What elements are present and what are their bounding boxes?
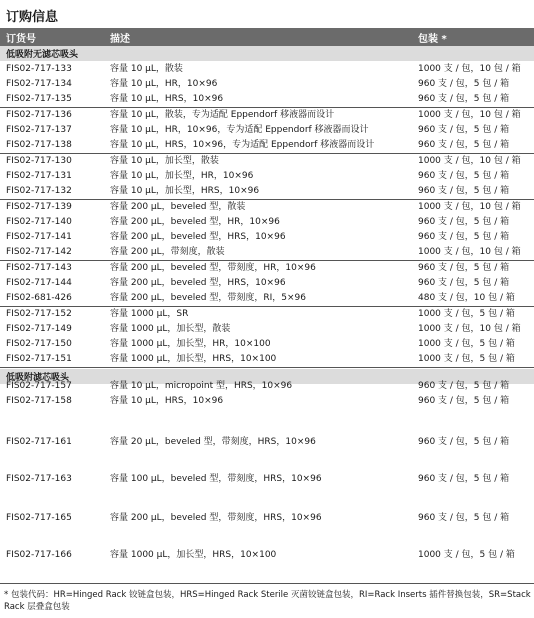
packaging: 960 支 / 包，5 包 / 箱 <box>418 217 510 227</box>
table-row <box>0 261 534 275</box>
packaging: 960 支 / 包，5 包 / 箱 <box>418 94 510 104</box>
description: 容量 10 µL，散装 <box>110 64 183 74</box>
order-number: FIS02-681-426 <box>6 293 72 303</box>
packaging: 1000 支 / 包，10 包 / 箱 <box>418 247 521 257</box>
packaging: 1000 支 / 包，5 包 / 箱 <box>418 309 515 319</box>
packaging: 1000 支 / 包，10 包 / 箱 <box>418 324 521 334</box>
description: 容量 10 µL，HR，10×96 <box>110 79 218 89</box>
packaging: 960 支 / 包，5 包 / 箱 <box>418 396 510 406</box>
order-number: FIS02-717-144 <box>6 278 72 288</box>
order-number: FIS02-717-138 <box>6 140 72 150</box>
order-number: FIS02-717-139 <box>6 202 72 212</box>
description: 容量 10 µL，HRS，10×96，专为适配 Eppendorf 移液器而设计 <box>110 140 375 150</box>
order-number: FIS02-717-161 <box>6 437 72 447</box>
table-row <box>0 169 534 183</box>
order-number: FIS02-717-136 <box>6 110 72 120</box>
description: 容量 10 µL，HRS，10×96 <box>110 94 224 104</box>
order-number: FIS02-717-166 <box>6 550 72 560</box>
packaging: 960 支 / 包，5 包 / 箱 <box>418 513 510 523</box>
table-row <box>0 352 534 366</box>
header-order-no: 订货号 <box>6 34 36 45</box>
packaging: 1000 支 / 包，5 包 / 箱 <box>418 550 515 560</box>
table-row <box>0 123 534 137</box>
packaging: 480 支 / 包，10 包 / 箱 <box>418 293 515 303</box>
table-row <box>0 548 534 562</box>
order-number: FIS02-717-143 <box>6 263 72 273</box>
table-row <box>0 307 534 321</box>
order-number: FIS02-717-150 <box>6 339 72 349</box>
order-number: FIS02-717-142 <box>6 247 72 257</box>
table-header <box>0 28 534 46</box>
packaging: 960 支 / 包，5 包 / 箱 <box>418 263 510 273</box>
table-row <box>0 276 534 290</box>
description: 容量 200 µL，beveled 型，HR，10×96 <box>110 217 280 227</box>
description: 容量 100 µL，beveled 型，带刻度，HRS，10×96 <box>110 474 322 484</box>
packaging: 1000 支 / 包，10 包 / 箱 <box>418 202 521 212</box>
table-row <box>0 77 534 91</box>
page-title: 订购信息 <box>6 10 59 25</box>
order-number: FIS02-717-141 <box>6 232 72 242</box>
table-row <box>0 138 534 152</box>
packaging: 1000 支 / 包，10 包 / 箱 <box>418 110 521 120</box>
footnote: * 包装代码：HR=Hinged Rack 铰链盒包装，HRS=Hinged Rack Sterile 灭菌铰链盒包装，RI=Rack Inserts 插件替换包装，SR=Stack Rack 层叠盒包装 <box>4 590 531 612</box>
header-description: 描述 <box>110 34 130 45</box>
table-row <box>0 322 534 336</box>
packaging: 1000 支 / 包，10 包 / 箱 <box>418 64 521 74</box>
table-row <box>0 337 534 351</box>
packaging: 1000 支 / 包，5 包 / 箱 <box>418 339 515 349</box>
section-label: 低吸附无滤芯吸头 <box>6 50 79 60</box>
table-row <box>0 154 534 168</box>
description: 容量 200 µL，beveled 型，带刻度，RI，5×96 <box>110 293 306 303</box>
table-bottom-rule <box>0 583 534 584</box>
description: 容量 1000 µL，加长型，散装 <box>110 324 231 334</box>
table-row <box>0 230 534 244</box>
description: 容量 10 µL，加长型，HR，10×96 <box>110 171 254 181</box>
description: 容量 10 µL，加长型，散装 <box>110 156 219 166</box>
order-number: FIS02-717-131 <box>6 171 72 181</box>
description: 容量 200 µL，beveled 型，散装 <box>110 202 246 212</box>
table-row <box>0 215 534 229</box>
order-number: FIS02-717-163 <box>6 474 72 484</box>
order-number: FIS02-717-137 <box>6 125 72 135</box>
description: 容量 10 µL，加长型，HRS，10×96 <box>110 186 260 196</box>
description: 容量 1000 µL，加长型，HR，10×100 <box>110 339 271 349</box>
table-row <box>0 511 534 525</box>
order-number: FIS02-717-158 <box>6 396 72 406</box>
description: 容量 200 µL，beveled 型，HRS，10×96 <box>110 232 286 242</box>
table-row <box>0 435 534 449</box>
table-row <box>0 184 534 198</box>
order-number: FIS02-717-133 <box>6 64 72 74</box>
table-row <box>0 291 534 305</box>
description: 容量 20 µL，beveled 型，带刻度，HRS，10×96 <box>110 437 316 447</box>
packaging: 960 支 / 包，5 包 / 箱 <box>418 474 510 484</box>
description: 容量 10 µL，散装，专为适配 Eppendorf 移液器而设计 <box>110 110 335 120</box>
description: 容量 10 µL，HRS，10×96 <box>110 396 224 406</box>
table-row <box>0 108 534 122</box>
table-row <box>0 62 534 76</box>
order-number: FIS02-717-140 <box>6 217 72 227</box>
packaging: 960 支 / 包，5 包 / 箱 <box>418 381 510 391</box>
description: 容量 1000 µL，加长型，HRS，10×100 <box>110 550 277 560</box>
packaging: 960 支 / 包，5 包 / 箱 <box>418 140 510 150</box>
order-number: FIS02-717-135 <box>6 94 72 104</box>
packaging: 960 支 / 包，5 包 / 箱 <box>418 437 510 447</box>
description: 容量 200 µL，beveled 型，带刻度，HRS，10×96 <box>110 513 322 523</box>
table-row <box>0 379 534 393</box>
table-row <box>0 92 534 106</box>
packaging: 960 支 / 包，5 包 / 箱 <box>418 125 510 135</box>
description: 容量 200 µL，beveled 型，带刻度，HR，10×96 <box>110 263 316 273</box>
header-packaging: 包装 * <box>418 34 447 45</box>
section-label: 低吸附滤芯吸头 <box>6 373 70 383</box>
packaging: 960 支 / 包，5 包 / 箱 <box>418 278 510 288</box>
description: 容量 200 µL，带刻度，散装 <box>110 247 225 257</box>
order-number: FIS02-717-151 <box>6 354 72 364</box>
packaging: 960 支 / 包，5 包 / 箱 <box>418 232 510 242</box>
packaging: 960 支 / 包，5 包 / 箱 <box>418 186 510 196</box>
order-number: FIS02-717-134 <box>6 79 72 89</box>
order-number: FIS02-717-149 <box>6 324 72 334</box>
group-divider <box>0 367 534 368</box>
section-header <box>0 46 534 61</box>
order-number: FIS02-717-130 <box>6 156 72 166</box>
order-number: FIS02-717-165 <box>6 513 72 523</box>
packaging: 960 支 / 包，5 包 / 箱 <box>418 79 510 89</box>
description: 容量 1000 µL，SR <box>110 309 189 319</box>
table-row <box>0 245 534 259</box>
order-number: FIS02-717-152 <box>6 309 72 319</box>
description: 容量 10 µL，micropoint 型，HRS，10×96 <box>110 381 293 391</box>
table-row <box>0 200 534 214</box>
order-number: FIS02-717-157 <box>6 381 72 391</box>
packaging: 1000 支 / 包，5 包 / 箱 <box>418 354 515 364</box>
order-number: FIS02-717-132 <box>6 186 72 196</box>
description: 容量 200 µL，beveled 型，HRS，10×96 <box>110 278 286 288</box>
table-row <box>0 472 534 486</box>
packaging: 960 支 / 包，5 包 / 箱 <box>418 171 510 181</box>
description: 容量 1000 µL，加长型，HRS，10×100 <box>110 354 277 364</box>
table-row <box>0 394 534 408</box>
packaging: 1000 支 / 包，10 包 / 箱 <box>418 156 521 166</box>
description: 容量 10 µL，HR，10×96，专为适配 Eppendorf 移液器而设计 <box>110 125 369 135</box>
